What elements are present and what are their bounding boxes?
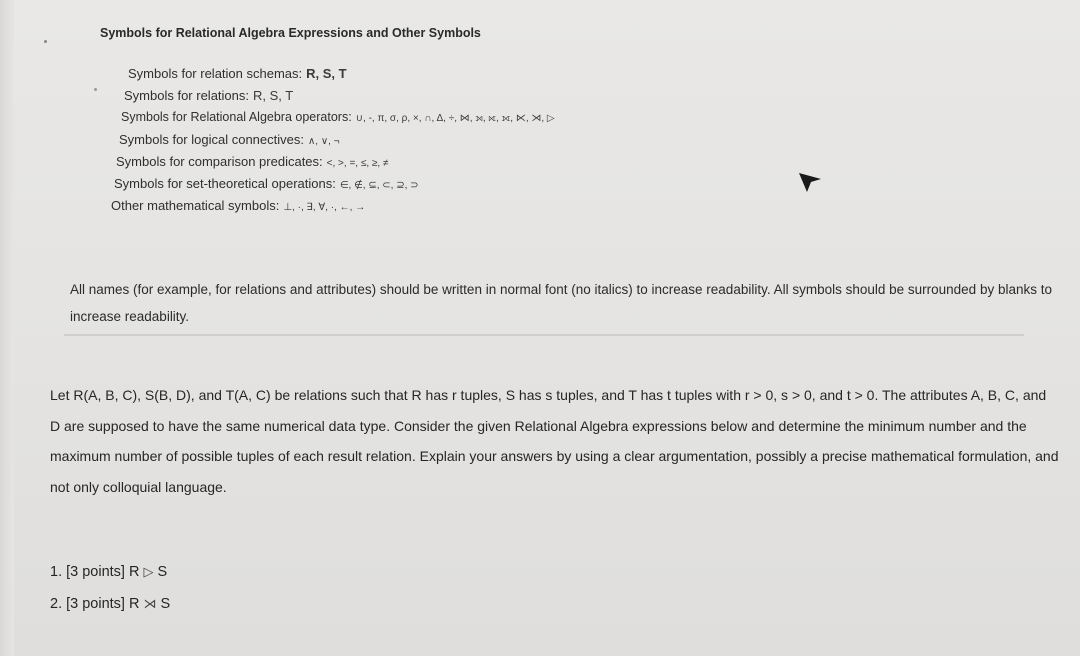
antijoin-operator: ▷ bbox=[143, 564, 154, 579]
task-item bbox=[50, 556, 170, 588]
symbol-row-value: R, S, T bbox=[253, 88, 294, 103]
task-list bbox=[50, 556, 170, 620]
task-suffix: S bbox=[157, 564, 168, 580]
symbol-row-label: Symbols for relations: bbox=[124, 88, 249, 103]
symbol-row-value: R, S, T bbox=[306, 66, 347, 81]
semijoin-operator: ⋊ bbox=[143, 596, 157, 611]
symbol-row-label: Symbols for comparison predicates: bbox=[116, 154, 323, 169]
symbol-row-label: Other mathematical symbols: bbox=[111, 198, 280, 213]
task-prefix: 2. [3 points] R bbox=[50, 596, 140, 612]
section-divider bbox=[64, 334, 1024, 336]
task-suffix: S bbox=[160, 596, 171, 612]
symbol-row-set-ops bbox=[110, 176, 555, 198]
symbol-row-value: ∈, ∉, ⊆, ⊂, ⊇, ⊃ bbox=[339, 180, 419, 191]
symbol-row-label: Symbols for logical connectives: bbox=[119, 132, 304, 147]
symbol-row-schemas bbox=[110, 66, 555, 88]
problem-statement: Let R(A, B, C), S(B, D), and T(A, C) be relations such that R has r tuples, S has s tuples, and T has t tuples with r > 0, s > 0, and t > 0. The attributes A, B, C, and D are supposed to have the same numerical data type. Consider the given Relational Algebra expressions below and determine the minimum number and the maximum number of possible tuples of each result relation. Explain your answers by using a clear argumentation, possibly a precise mathematical formulation, and not only colloquial language. bbox=[50, 387, 1059, 495]
symbol-row-label: Symbols for Relational Algebra operators: bbox=[121, 110, 352, 124]
symbol-row-value: ⊥, ·, ∃, ∀, ·, ←, → bbox=[283, 202, 366, 213]
symbol-list bbox=[110, 66, 555, 220]
formatting-note: All names (for example, for relations and attributes) should be written in normal font (no italics) to increase readability. All symbols should be surrounded by blanks to increase readability. bbox=[70, 281, 1052, 324]
symbol-row-label: Symbols for set-theoretical operations: bbox=[114, 176, 336, 191]
page-edge bbox=[0, 0, 14, 656]
section-heading: Symbols for Relational Algebra Expressions and Other Symbols bbox=[100, 26, 481, 40]
symbol-row-value: ∪, -, π, σ, ρ, ×, ∩, Δ, ÷, ⋈, ⟕, ⟖, ⟗, ⋉, ⋊, ▷ bbox=[355, 113, 555, 124]
symbol-row-other bbox=[110, 198, 555, 220]
symbol-row-label: Symbols for relation schemas: bbox=[128, 66, 303, 81]
task-item bbox=[50, 588, 170, 620]
symbol-row-relations bbox=[110, 88, 555, 110]
symbol-row-connectives bbox=[110, 132, 555, 154]
mouse-cursor-icon bbox=[795, 165, 825, 195]
task-prefix: 1. [3 points] R bbox=[50, 564, 140, 580]
symbol-row-value: <, >, =, ≤, ≥, ≠ bbox=[326, 158, 389, 169]
bullet-dot bbox=[44, 40, 47, 43]
bullet-dot-small bbox=[94, 88, 97, 91]
symbol-row-operators bbox=[110, 110, 555, 132]
symbol-row-comparison bbox=[110, 154, 555, 176]
symbol-row-value: ∧, ∨, ¬ bbox=[307, 136, 340, 147]
